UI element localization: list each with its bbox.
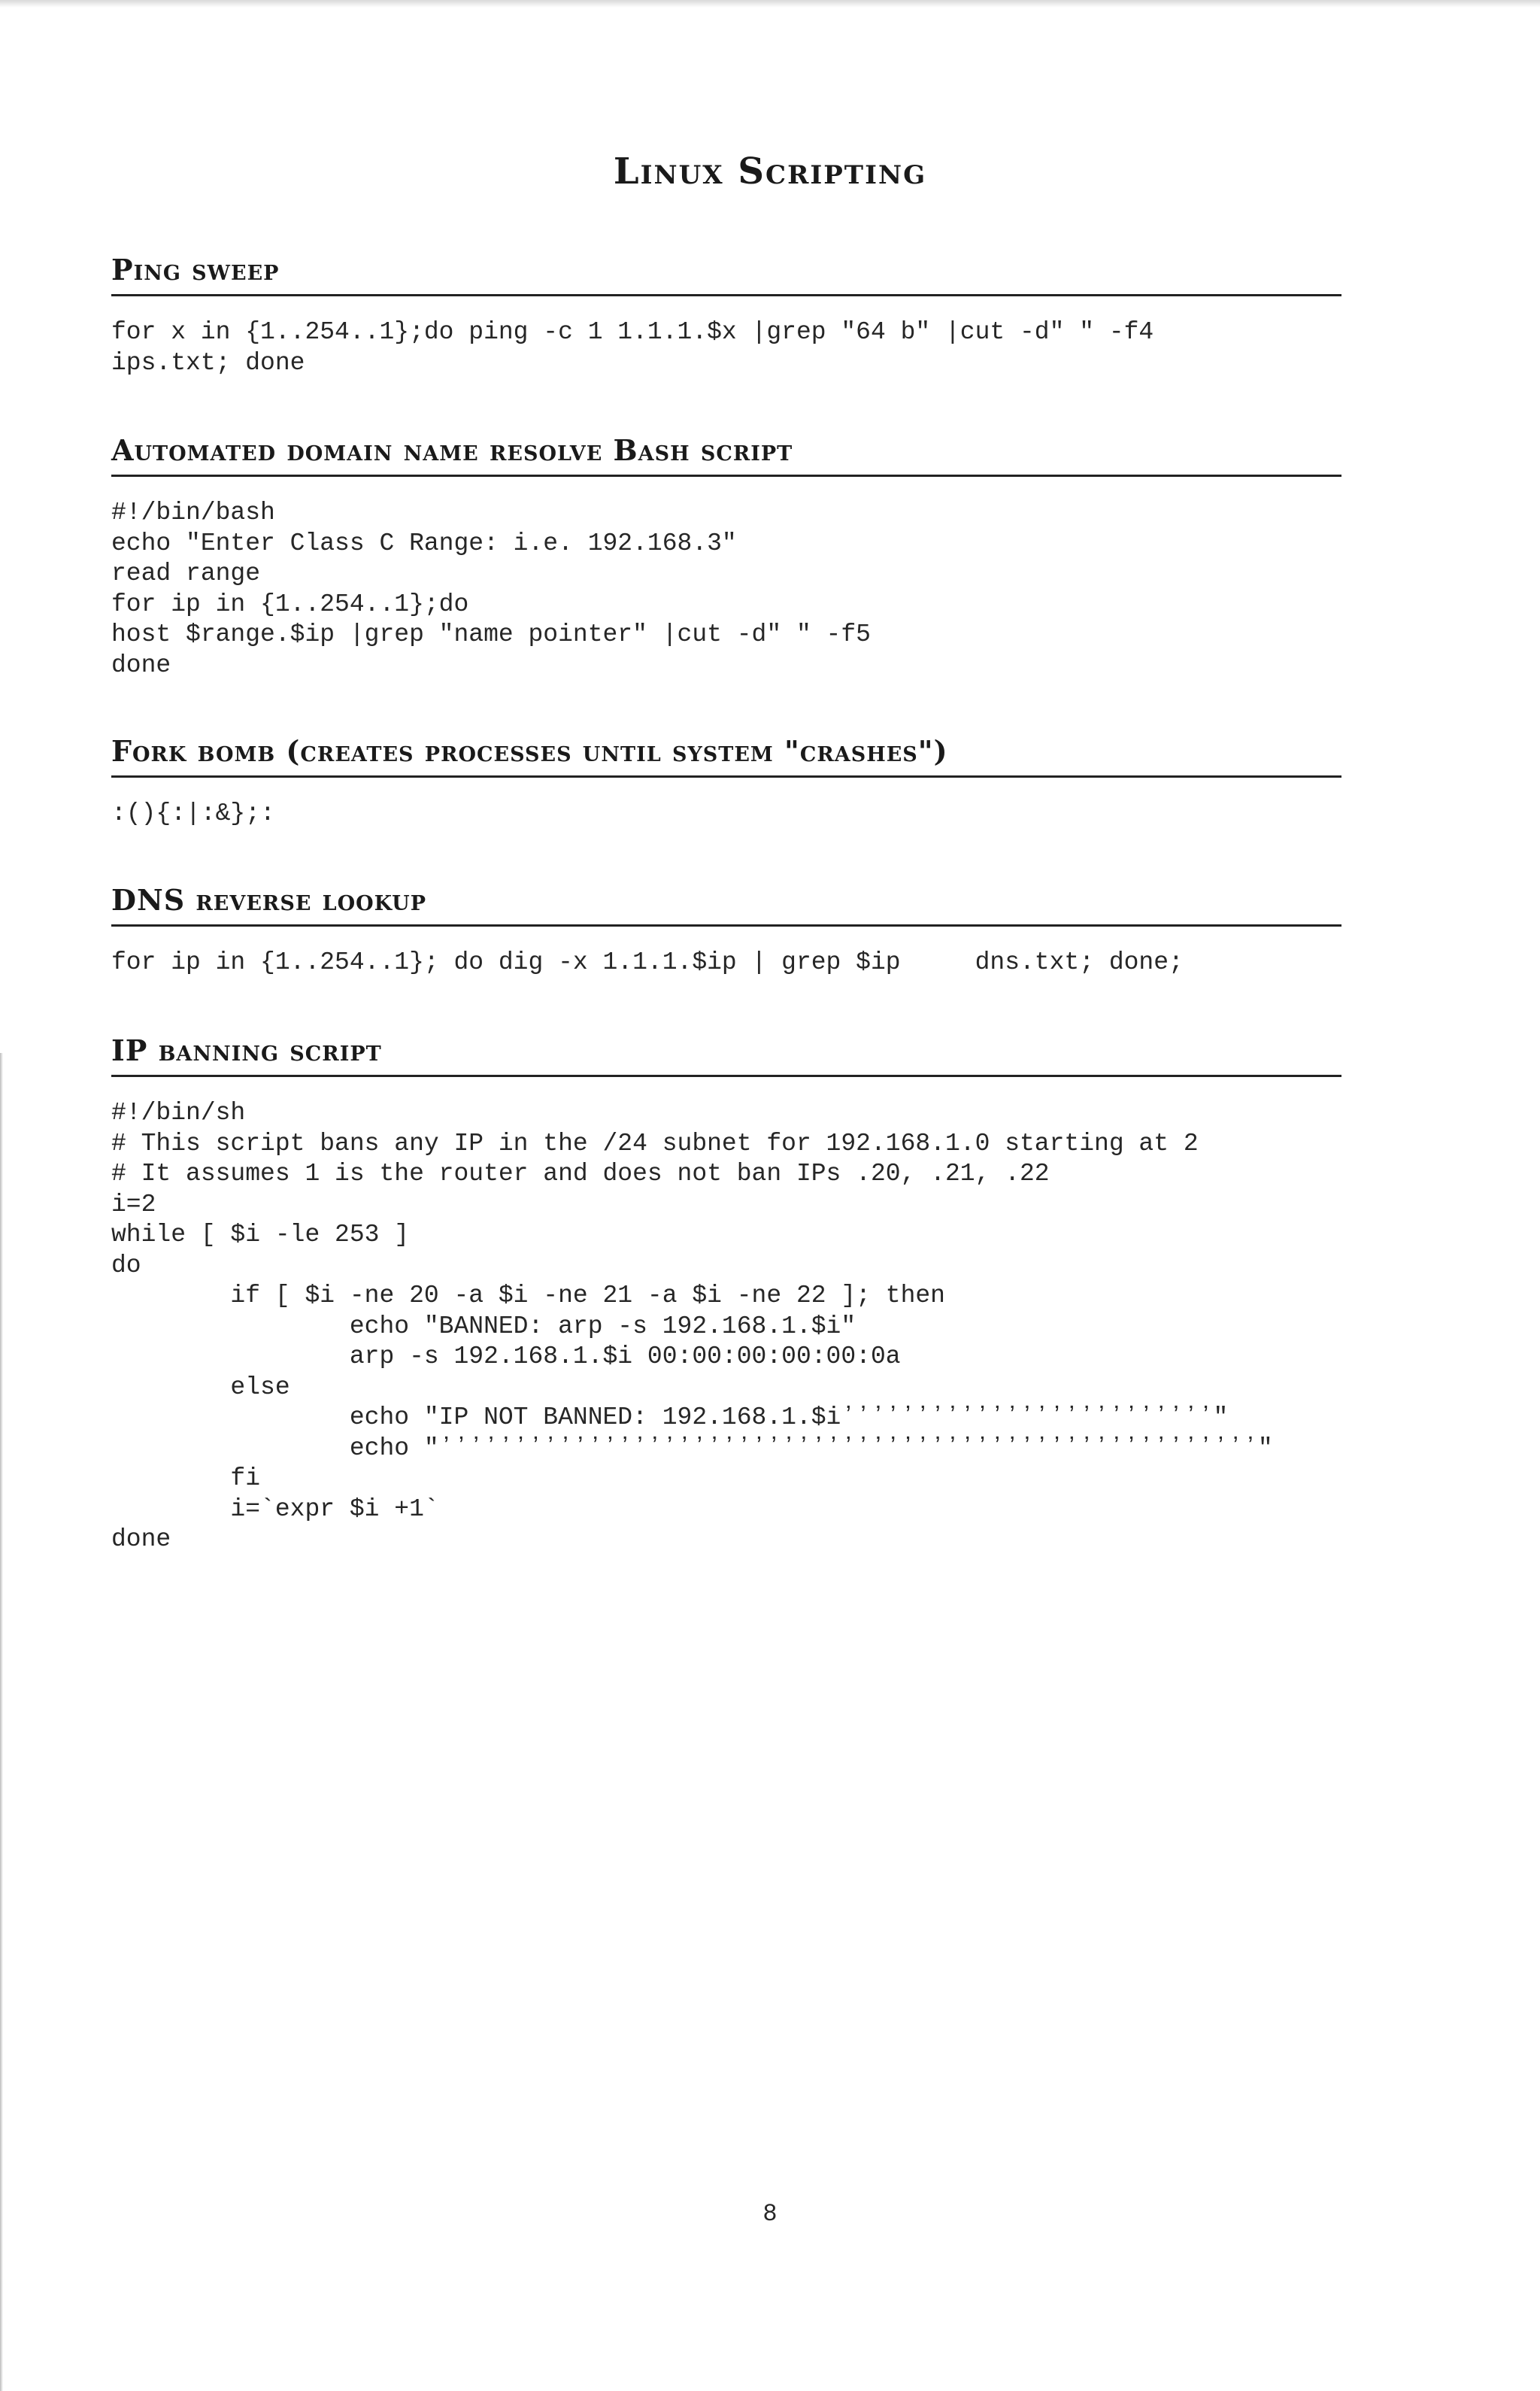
code-block: #!/bin/bash echo "Enter Class C Range: i.e. 192.168.3" read range for ip in {1..254..1};do host $range.$ip |grep "name pointer" |cut -d" " -f5 done	[111, 499, 871, 679]
code-block: #!/bin/sh # This script bans any IP in the /24 subnet for 192.168.1.0 starting at 2 # It assumes 1 is the router and does not ban IPs .20, .21, .22 i=2 while [ $i -le 253 ] do if [ $i -ne 20 -a $i -ne 21 -a $i -ne 22 ]; then echo "BANNED: arp -s 192.168.1.$i" arp -s 192.168.1.$i 00:00:00:00:00:0a else echo "IP NOT BANNED: 192.168.1.$iʼʼʼʼʼʼʼʼʼʼʼʼʼʼʼʼʼʼʼʼʼʼʼʼʼ" echo "ʼʼʼʼʼʼʼʼʼʼʼʼʼʼʼʼʼʼʼʼʼʼʼʼʼʼʼʼʼʼʼʼʼʼʼʼʼʼʼʼʼʼʼʼʼʼʼʼʼʼʼʼʼʼʼ" fi i=`expr $i +1` done	[111, 1099, 1273, 1553]
section-heading: Ping sweep	[111, 253, 1341, 296]
page-number: 8	[762, 2200, 778, 2228]
section-heading: Automated domain name resolve Bash script	[111, 433, 1341, 477]
section-ping-sweep	[111, 253, 1341, 378]
code-block: for x in {1..254..1};do ping -c 1 1.1.1.$x |grep "64 b" |cut -d" " -f4 ips.txt; done	[111, 318, 1154, 377]
code-block: :(){:|:&};:	[111, 800, 275, 827]
section-heading: IP banning script	[111, 1033, 1341, 1077]
scan-edge-left	[0, 1053, 3, 2391]
code-block: for ip in {1..254..1}; do dig -x 1.1.1.$ip | grep $ip dns.txt; done;	[111, 948, 1184, 976]
section-ip-banning-script	[111, 1033, 1341, 1555]
section-dns-reverse-lookup	[111, 883, 1341, 979]
section-heading: Fork bomb (creates processes until system "crashes")	[111, 734, 1341, 778]
scan-edge-top	[0, 0, 1540, 8]
section-fork-bomb	[111, 734, 1341, 830]
section-domain-resolve-script	[111, 433, 1341, 681]
page-title: Linux Scripting	[613, 150, 927, 193]
section-heading: DNS reverse lookup	[111, 883, 1341, 927]
